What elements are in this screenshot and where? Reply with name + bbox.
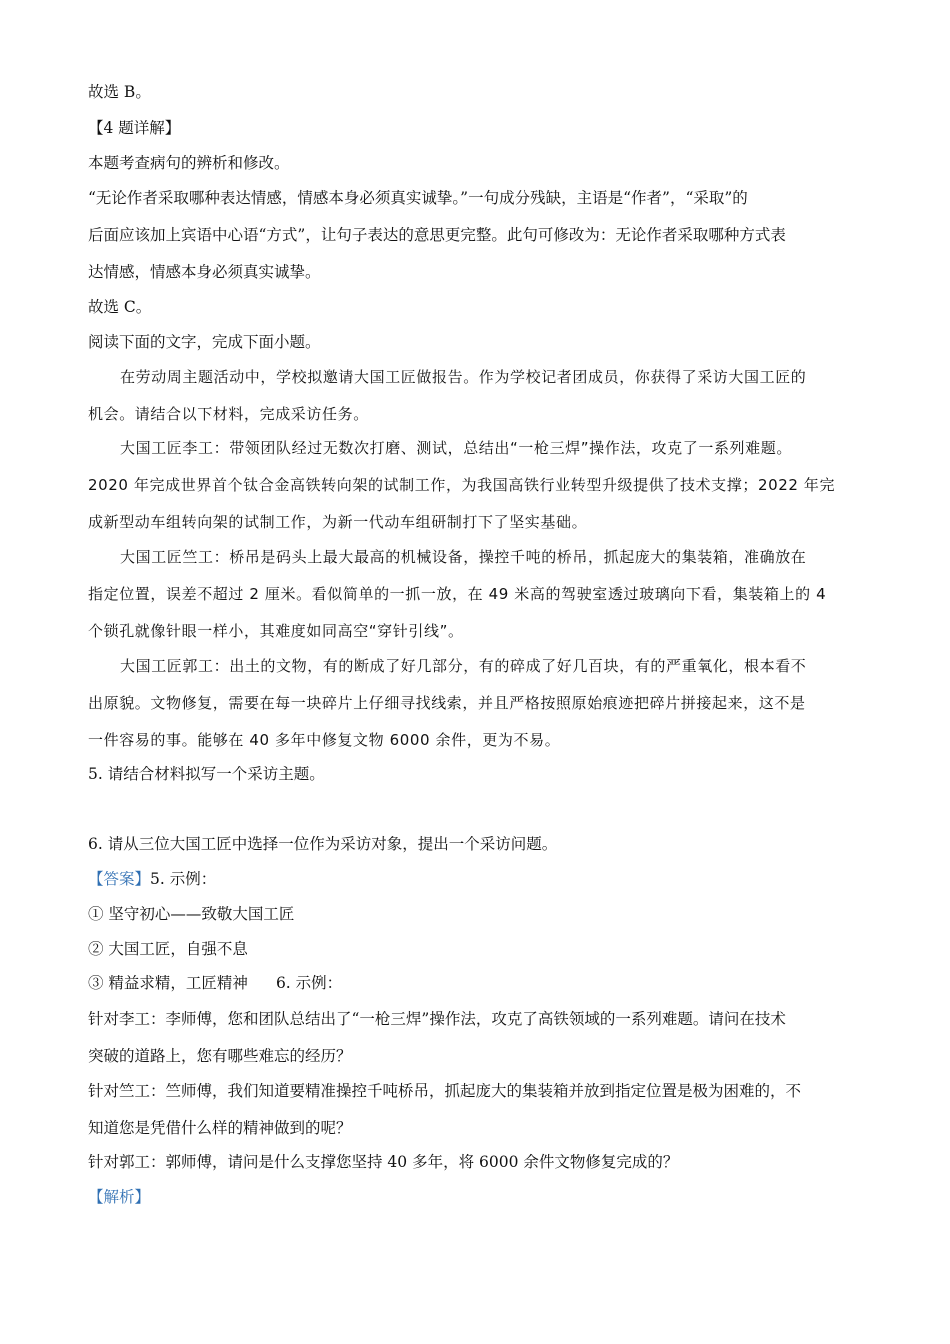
material-paragraph: 大国工匠李工：带领团队经过无数次打磨、测试，总结出“一枪三焊”操作法，攻克了一系列难题。: [120, 439, 792, 457]
answer-line: [88, 869, 216, 889]
text-line: 阅读下面的文字，完成下面小题。: [88, 333, 321, 351]
material-paragraph: 2020 年完成世界首个钛合金高铁转向架的试制工作，为我国高铁行业转型升级提供了技术支撑；2022 年完: [88, 476, 836, 494]
answer-example: 5. 示例：: [150, 870, 217, 888]
answer-line: 针对竺工：竺师傅，我们知道要精准操控千吨桥吊，抓起庞大的集装箱并放到指定位置是极为困难的，不: [88, 1082, 802, 1100]
material-paragraph: 指定位置，误差不超过 2 厘米。看似简单的一抓一放，在 49 米高的驾驶室透过玻璃向下看，集装箱上的 4: [88, 585, 827, 603]
material-paragraph: 个锁孔就像针眼一样小，其难度如同高空“穿针引线”。: [88, 622, 464, 640]
text-line: 达情感，情感本身必须真实诚挚。: [88, 263, 321, 281]
answer-label: 【答案】: [88, 870, 151, 888]
material-paragraph: 在劳动周主题活动中，学校拟邀请大国工匠做报告。作为学校记者团成员，你获得了采访大国工匠的: [120, 368, 807, 386]
analysis-label: 【解析】: [88, 1188, 151, 1206]
material-paragraph: 一件容易的事。能够在 40 多年中修复文物 6000 余件，更为不易。: [88, 731, 561, 749]
answer-line: 知道您是凭借什么样的精神做到的呢？: [88, 1119, 352, 1137]
answer-line: 针对郭工：郭师傅，请问是什么支撑您坚持 40 多年，将 6000 余件文物修复完成的？: [88, 1153, 679, 1171]
text-line: 后面应该加上宾语中心语“方式”，让句子表达的意思更完整。此句可修改为：无论作者采取哪种方式表: [88, 226, 786, 244]
section-heading: 【4 题详解】: [88, 119, 181, 137]
answer-item-text: ③ 精益求精，工匠精神: [88, 974, 248, 992]
material-paragraph: 大国工匠郭工：出土的文物，有的断成了好几部分，有的碎成了好几百块，有的严重氧化，根本看不: [120, 657, 807, 675]
material-paragraph: 机会。请结合以下材料，完成采访任务。: [88, 405, 369, 423]
answer-item: [88, 973, 342, 993]
material-paragraph: 出原貌。文物修复，需要在每一块碎片上仔细寻找线索，并且严格按照原始痕迹把碎片拼接起来，这不是: [88, 694, 806, 712]
text-line: “无论作者采取哪种表达情感，情感本身必须真实诚挚。”一句成分残缺，主语是“作者”，“采取”的: [88, 189, 748, 207]
question-5: 5. 请结合材料拟写一个采访主题。: [88, 765, 325, 783]
answer-item: ① 坚守初心——致敬大国工匠: [88, 905, 295, 923]
text-line: 本题考查病句的辨析和修改。: [88, 154, 290, 172]
question-6: 6. 请从三位大国工匠中选择一位作为采访对象，提出一个采访问题。: [88, 835, 558, 853]
answer-example: 6. 示例：: [275, 974, 343, 992]
answer-item: ② 大国工匠，自强不息: [88, 940, 248, 958]
answer-line: 针对李工：李师傅，您和团队总结出了“一枪三焊”操作法，攻克了高铁领域的一系列难题。请问在技术: [88, 1010, 786, 1028]
text-line: 故选 C。: [88, 298, 152, 316]
answer-line: 突破的道路上，您有哪些难忘的经历？: [88, 1047, 352, 1065]
material-paragraph: 成新型动车组转向架的试制工作，为新一代动车组研制打下了坚实基础。: [88, 513, 588, 531]
material-paragraph: 大国工匠竺工：桥吊是码头上最大最高的机械设备，操控千吨的桥吊，抓起庞大的集装箱，准确放在: [120, 548, 807, 566]
text-line: 故选 B。: [88, 83, 151, 101]
